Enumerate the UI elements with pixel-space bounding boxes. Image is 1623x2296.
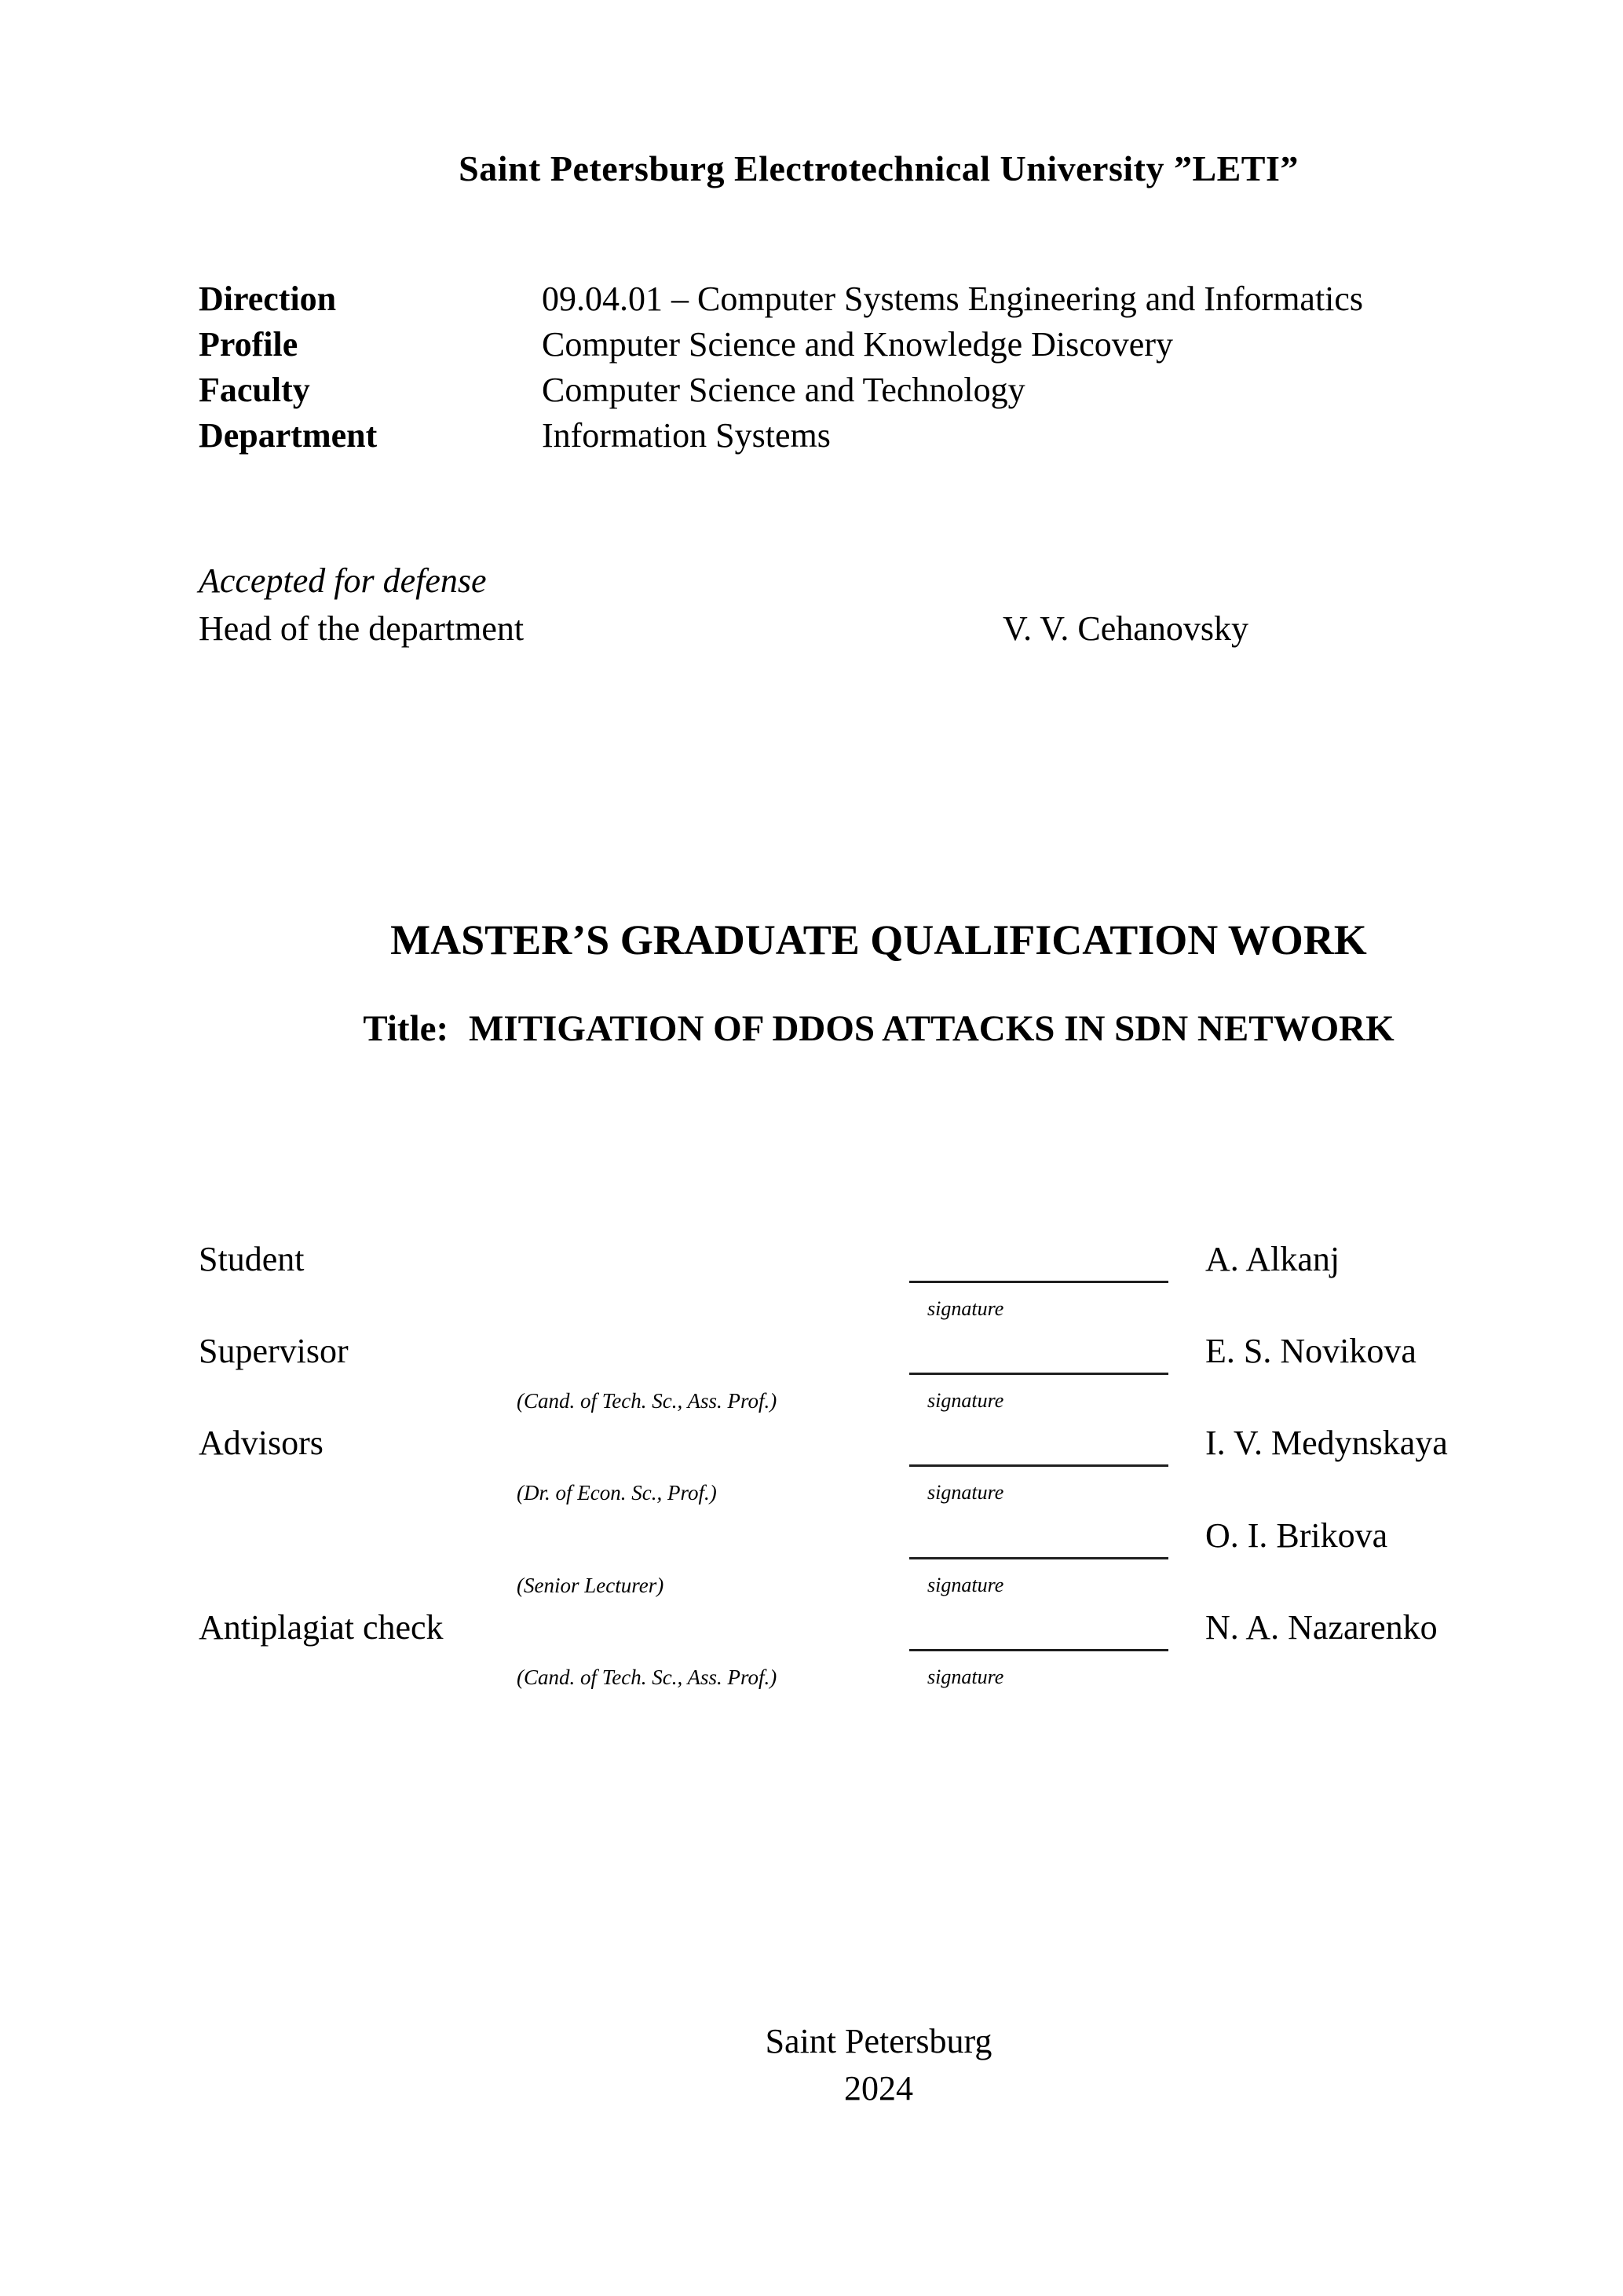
- signer-name: N. A. Nazarenko: [1205, 1608, 1438, 1647]
- signer-qualification: (Cand. of Tech. Sc., Ass. Prof.): [517, 1665, 777, 1689]
- head-of-department-name: V. V. Cehanovsky: [1003, 609, 1248, 648]
- signoff-role-label: Supervisor: [199, 1332, 349, 1370]
- signature-line: [909, 1373, 1168, 1375]
- signoff-row-advisor-1: [0, 1423, 1623, 1515]
- info-value: 09.04.01 – Computer Systems Engineering and Informatics: [542, 280, 1364, 318]
- work-title-text: MITIGATION OF DDOS ATTACKS IN SDN NETWORK: [468, 1008, 1395, 1049]
- program-info-table: [199, 276, 1559, 459]
- signoff-role-label: Advisors: [199, 1424, 324, 1462]
- info-row-direction: [199, 276, 1559, 322]
- signoff-row-supervisor: [0, 1331, 1623, 1423]
- accepted-for-defense-note: Accepted for defense: [199, 561, 487, 600]
- signature-line: [909, 1649, 1168, 1651]
- signer-name: A. Alkanj: [1205, 1240, 1340, 1278]
- info-row-faculty: [199, 367, 1559, 413]
- footer-city: Saint Petersburg: [765, 2022, 992, 2060]
- signer-name: I. V. Medynskaya: [1205, 1424, 1448, 1462]
- info-row-department: [199, 413, 1559, 459]
- signer-qualification: (Senior Lecturer): [517, 1574, 664, 1597]
- work-type-heading: MASTER’S GRADUATE QUALIFICATION WORK: [390, 916, 1367, 963]
- head-of-department-label: Head of the department: [199, 609, 525, 648]
- signer-qualification: (Dr. of Econ. Sc., Prof.): [517, 1481, 717, 1504]
- signature-line: [909, 1557, 1168, 1559]
- signoff-role-label: Antiplagiat check: [199, 1608, 444, 1647]
- info-row-profile: [199, 322, 1559, 367]
- signer-qualification: (Cand. of Tech. Sc., Ass. Prof.): [517, 1389, 777, 1413]
- signature-caption: signature: [927, 1297, 1004, 1320]
- signature-line: [909, 1281, 1168, 1283]
- info-label: Direction: [199, 280, 337, 318]
- info-value: Computer Science and Technology: [542, 371, 1025, 409]
- info-label: Department: [199, 416, 378, 455]
- info-label: Faculty: [199, 371, 310, 409]
- signer-name: O. I. Brikova: [1205, 1516, 1388, 1555]
- signoff-row-antiplagiat: [0, 1607, 1623, 1699]
- work-title-line: [199, 1007, 1559, 1050]
- signoff-row-advisor-2: [0, 1515, 1623, 1607]
- signoff-role-label: Student: [199, 1240, 305, 1278]
- signature-caption: signature: [927, 1665, 1004, 1688]
- signature-caption: signature: [927, 1574, 1004, 1596]
- signature-caption: signature: [927, 1481, 1004, 1504]
- title-label: Title:: [363, 1008, 449, 1049]
- university-name: Saint Petersburg Electrotechnical University ”LETI”: [459, 148, 1299, 188]
- footer-year: 2024: [844, 2069, 913, 2108]
- signoff-row-student: [0, 1239, 1623, 1331]
- info-value: Information Systems: [542, 416, 831, 455]
- info-value: Computer Science and Knowledge Discovery: [542, 325, 1173, 364]
- signature-line: [909, 1464, 1168, 1467]
- signature-caption: signature: [927, 1389, 1004, 1412]
- signer-name: E. S. Novikova: [1205, 1332, 1416, 1370]
- info-label: Profile: [199, 325, 298, 364]
